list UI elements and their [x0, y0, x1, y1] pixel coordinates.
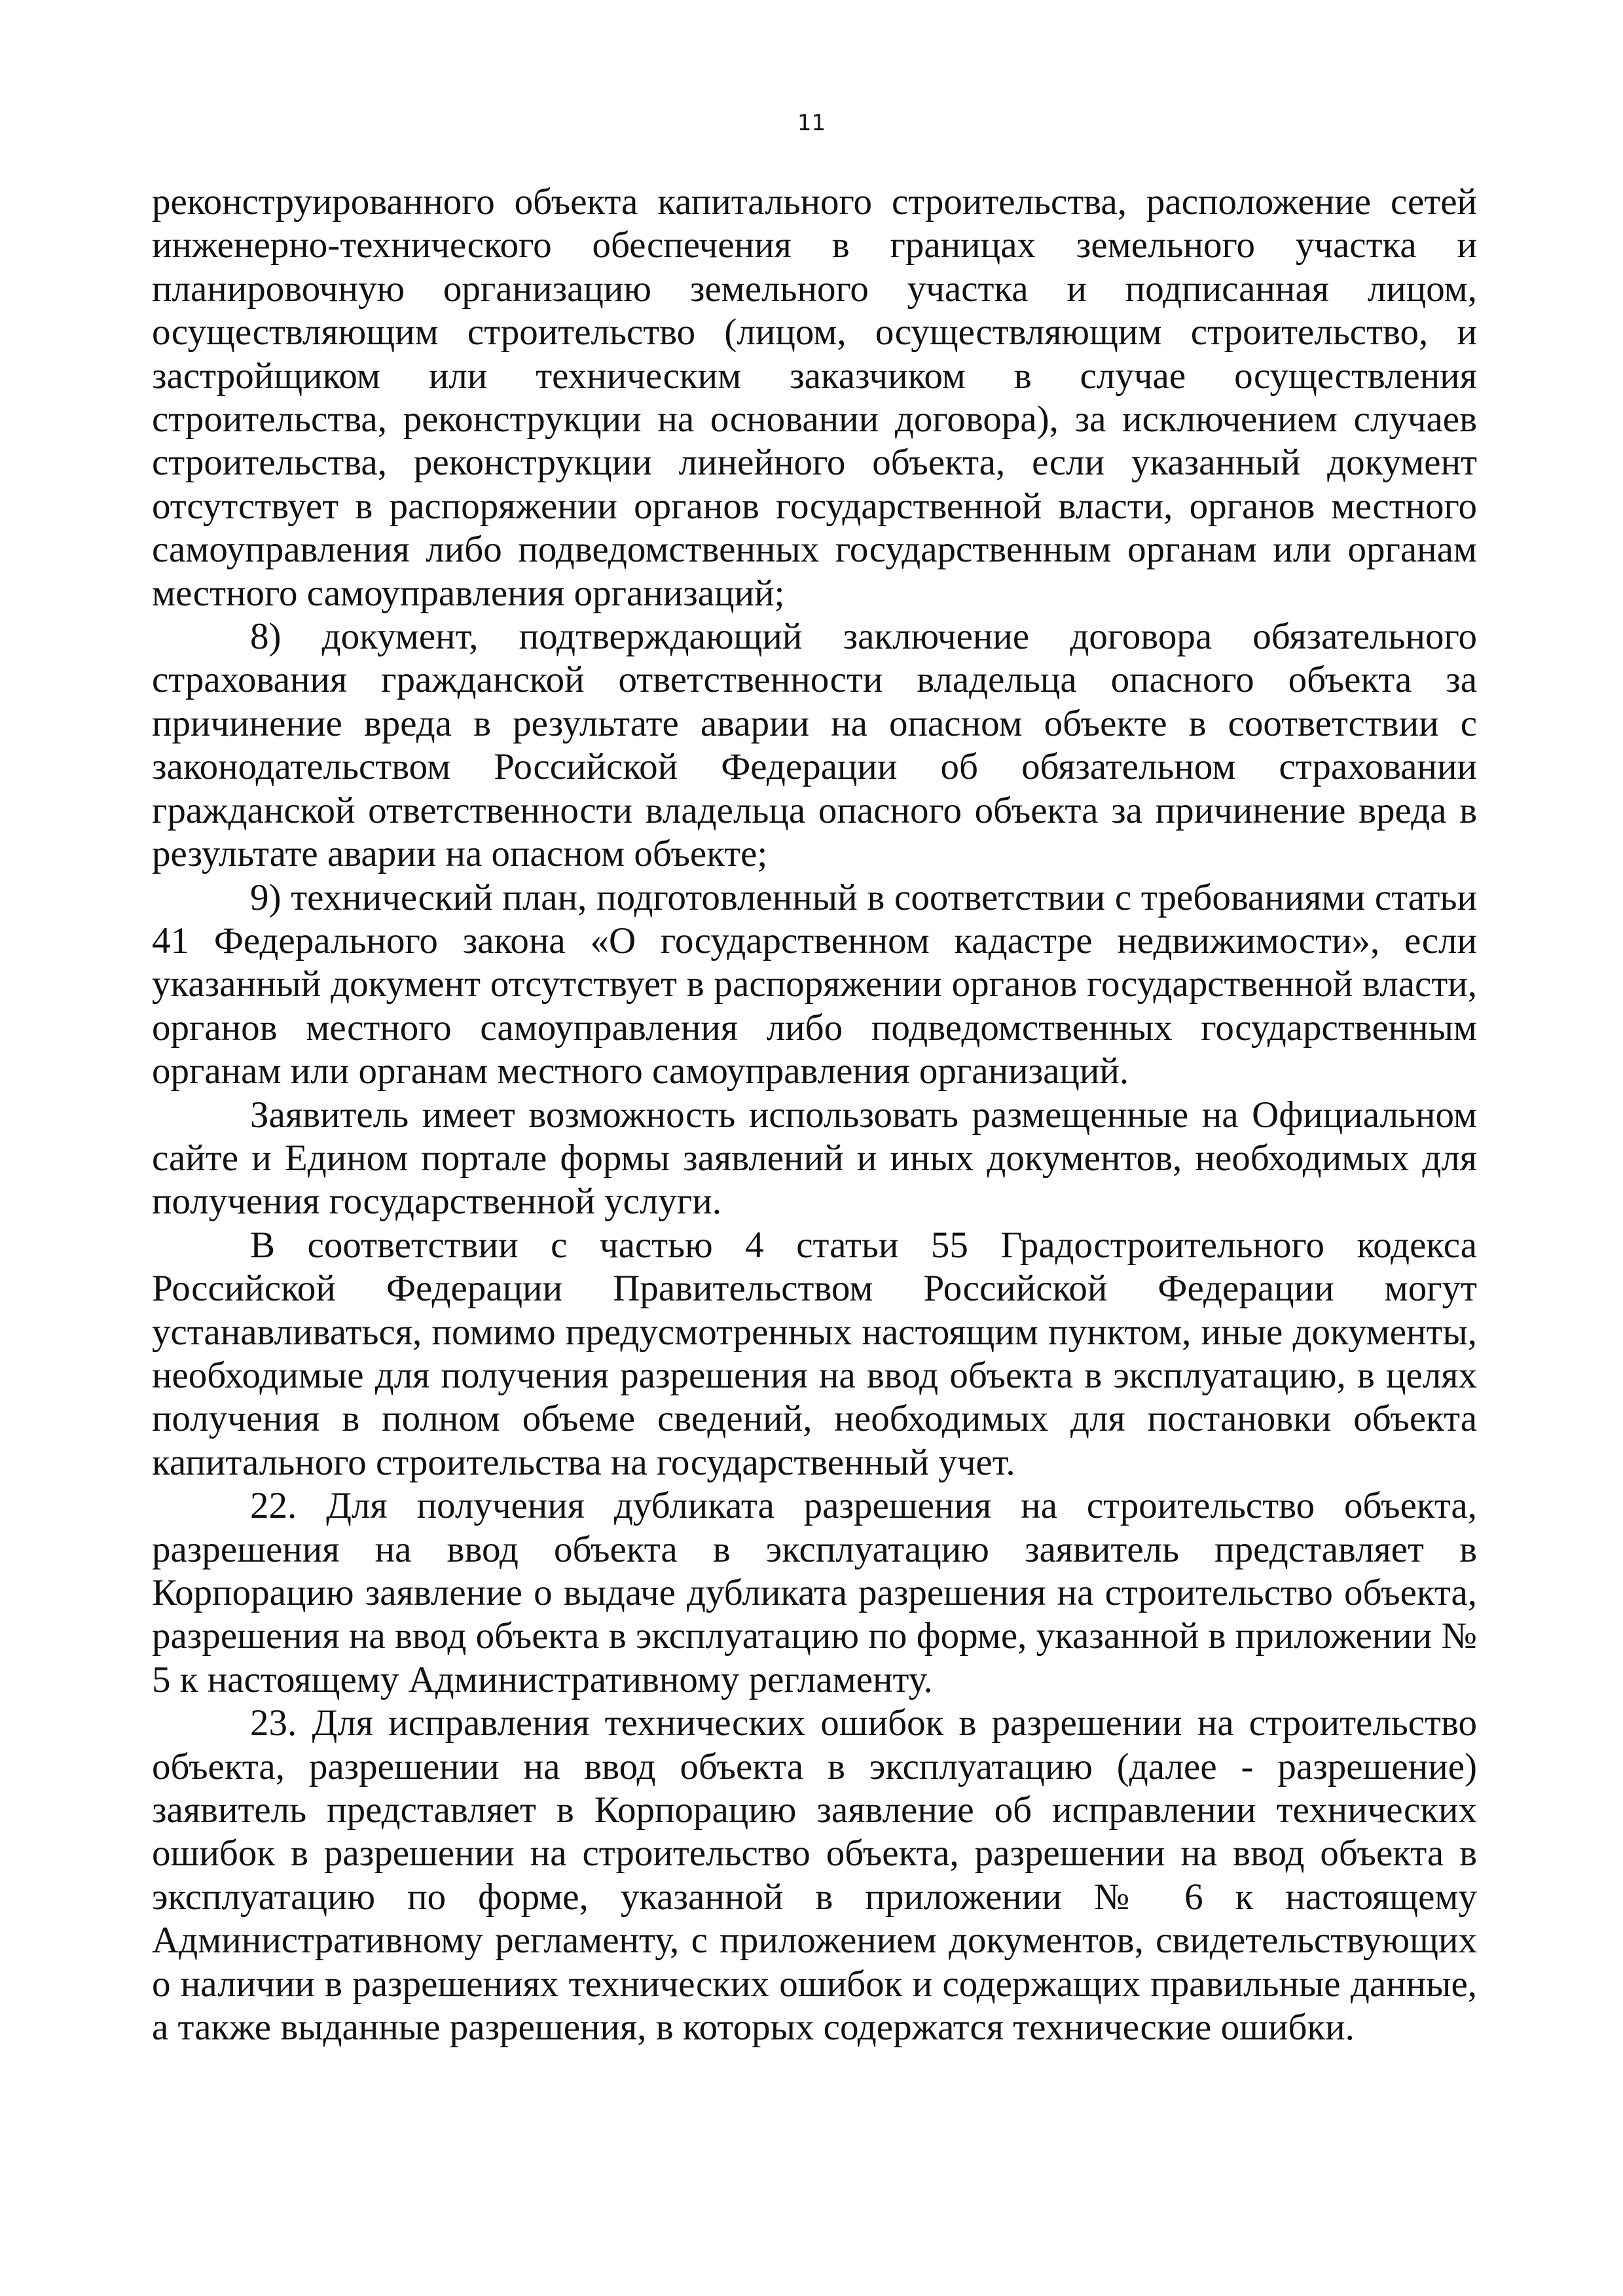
paragraph-applicant-forms: Заявитель имеет возможность использовать размещенные на Официальном сайте и Едином портале формы заявлений и иных документов, необходимых для получения государственной услуги. [152, 1094, 1477, 1223]
document-body [152, 181, 1477, 2049]
paragraph-item-8: 8) документ, подтверждающий заключение договора обязательного страхования гражданской ответственности владельца опасного объекта за причинение вреда в результате аварии на опасном объекте в соответствии с законодательством Российской Федерации об обязательном страховании гражданской ответственности владельца опасного объекта за причинение вреда в результате аварии на опасном объекте; [152, 616, 1477, 875]
paragraph-urban-code: В соответствии с частью 4 статьи 55 Градостроительного кодекса Российской Федерации Правительством Российской Федерации могут устанавливаться, помимо предусмотренных настоящим пунктом, иные документы, необходимые для получения разрешения на ввод объекта в эксплуатацию, в целях получения в полном объеме сведений, необходимых для постановки объекта капитального строительства на государственный учет. [152, 1224, 1477, 1483]
page-number: 11 [797, 110, 826, 136]
paragraph-section-23: 23. Для исправления технических ошибок в разрешении на строительство объекта, разрешении на ввод объекта в эксплуатацию (далее - разрешение) заявитель представляет в Корпорацию заявление об исправлении технических ошибок в разрешении на строительство объекта, разрешении на ввод объекта в эксплуатацию по форме, указанной в приложении № 6 к настоящему Административному регламенту, с приложением документов, свидетельствующих о наличии в разрешениях технических ошибок и содержащих правильные данные, а также выданные разрешения, в которых содержатся технические ошибки. [152, 1702, 1477, 2049]
paragraph-continuation: реконструированного объекта капитального строительства, расположение сетей инженерно-технического обеспечения в границах земельного участка и планировочную организацию земельного участка и подписанная лицом, осуществляющим строительство (лицом, осуществляющим строительство, и застройщиком или техническим заказчиком в случае осуществления строительства, реконструкции на основании договора), за исключением случаев строительства, реконструкции линейного объекта, если указанный документ отсутствует в распоряжении органов государственной власти, органов местного самоуправления либо подведомственных государственным органам или органам местного самоуправления организаций; [152, 181, 1477, 614]
paragraph-item-9: 9) технический план, подготовленный в соответствии с требованиями статьи 41 Федерального закона «О государственном кадастре недвижимости», если указанный документ отсутствует в распоряжении органов государственной власти, органов местного самоуправления либо подведомственных государственным органам или органам местного самоуправления организаций. [152, 876, 1477, 1092]
paragraph-section-22: 22. Для получения дубликата разрешения на строительство объекта, разрешения на ввод объекта в эксплуатацию заявитель представляет в Корпорацию заявление о выдаче дубликата разрешения на строительство объекта, разрешения на ввод объекта в эксплуатацию по форме, указанной в приложении № 5 к настоящему Административному регламенту. [152, 1485, 1477, 1700]
